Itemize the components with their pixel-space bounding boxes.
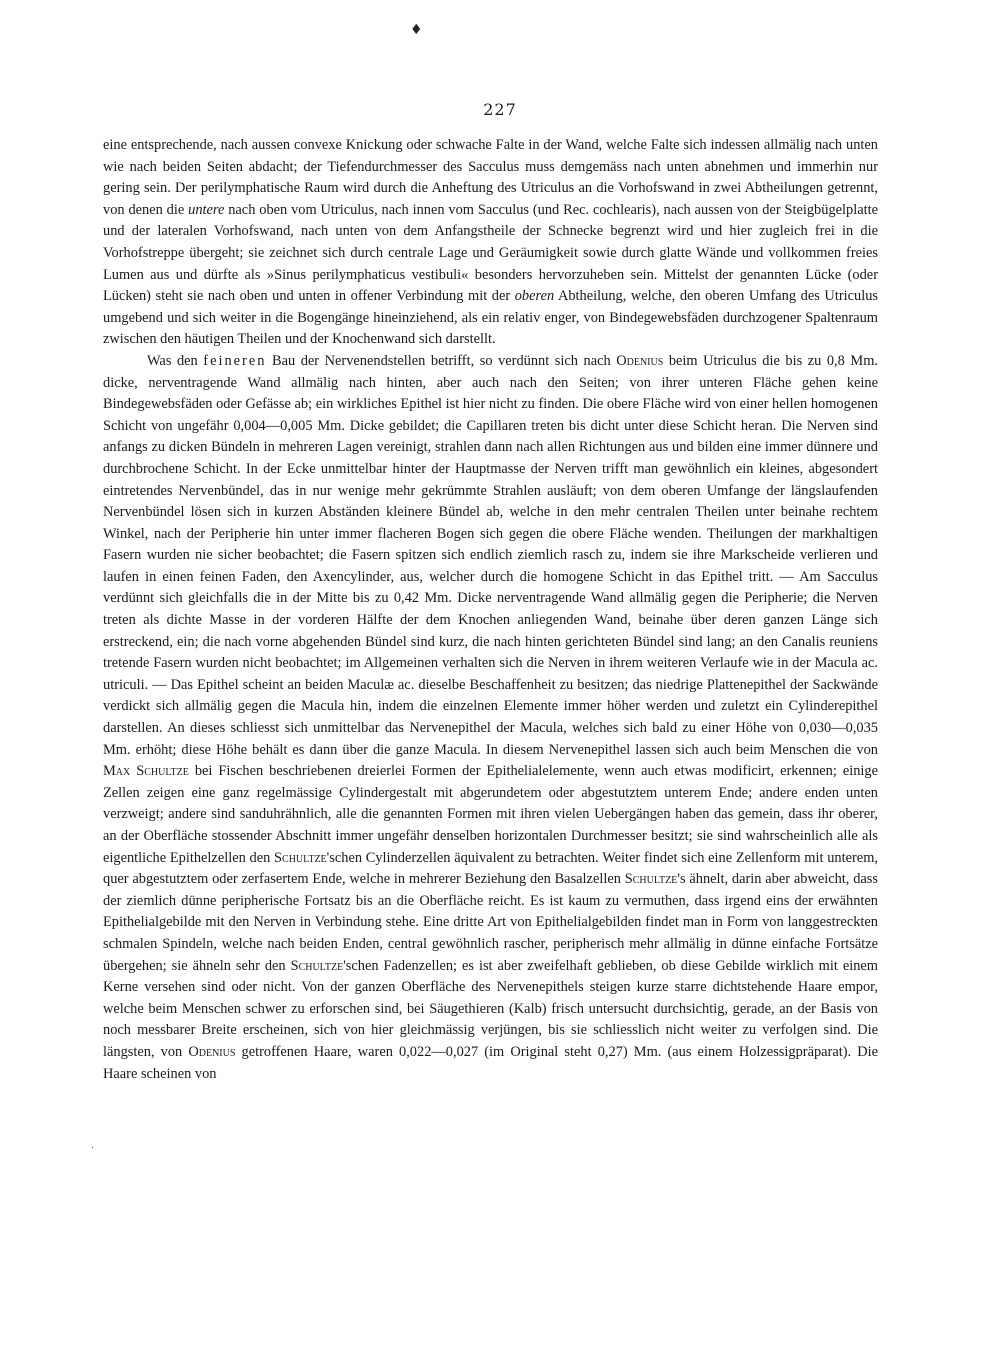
top-ornament-mark: ♦ xyxy=(410,22,423,38)
text-run: 'schen Fadenzellen; es ist aber zweifelhaft geblieben, ob diese Gebilde wirklich mit einem Kerne versehen sind oder nicht. Von der ganzen Oberfläche des Nervenepithels steigen kurze starre dichtstehende Haare empor, welche beim Menschen schwer zu erforschen sind, bei Säugethieren (Kalb) frisch untersucht durchsichtig, gerade, an der Basis von noch messbarer Breite erscheinen, sich von hier gleichmässig verjüngen, bis sie schliesslich nicht weiter zu verfolgen sind. Die längsten, von xyxy=(103,957,878,1060)
text-run: getroffenen Haare, waren 0,022—0,027 (im Original steht 0,27) Mm. (aus einem Holzessigpräparat). Die Haare scheinen von xyxy=(103,1043,878,1082)
text-run-sc: Max Schultze xyxy=(103,763,189,780)
text-run: beim Utriculus die bis zu 0,8 Mm. dicke, nerventragende Wand allmälig nach hinten, aber auch nach den Seiten; von ihrer unteren Fläche gehen keine Bindegewebsfäden oder Gefässe ab; ein wirkliches Epithel ist hier nicht zu finden. Die obere Fläche wird von einer hellen homogenen Schicht von ungefähr 0,004—0,005 Mm. Dicke gebildet; die Capillaren treten bis dicht unter diese Schicht heran. Die Nerven sind anfangs zu dicken Bündeln in mehreren Lagen vereinigt, strahlen dann nach allen Richtungen aus und bilden eine immer dünnere und durchbrochene Schicht. In der Ecke unmittelbar hinter der Hauptmasse der Nerven trifft man gewöhnlich ein kleines, abgesondert eintretendes Nervenbündel, das in nur wenige mehr gekrümmte Strahlen ausläuft; von dem oberen Umfange der längslaufenden Nervenbündel lösen sich in kurzen Abständen kleinere Bündel ab, welche in den mehr centralen Theilen unter beinahe rechtem Winkel, nach der Peripherie hin unter immer flacheren Bogen sich gegen die obere Fläche wenden. Theilungen der markhaltigen Fasern wurden nie sicher beobachtet; die Fasern spitzen sich endlich ziemlich rasch zu, indem sie ihre Markscheide verlieren und laufen in einen feinen Faden, den Axencylinder, aus, welcher durch die homogene Schicht in das Epithel tritt. — Am Sacculus verdünnt sich gleichfalls die in der Mitte bis zu 0,42 Mm. Dicke nerventragende Wand allmälig gegen die Peripherie; die Nerven treten als dichte Masse in der vorderen Hälfte der dem Knochen anliegenden Wand, beinahe über deren ganzen Länge sich erstreckend, ein; die nach vorne abgehenden Bündel sind kurz, die nach hinten gerichteten Bündel sind lang; an den Canalis reuniens tretende Fasern wurden nicht beobachtet; im Allgemeinen verhalten sich die Nerven in ihrem weiteren Verlaufe wie in der Macula ac. utriculi. — Das Epithel scheint an beiden Maculæ ac. dieselbe Beschaffenheit zu besitzen; das niedrige Plattenepithel der Sackwände verdickt sich allmälig gegen die Macula hin, indem die einzelnen Elemente immer höher werden und zuletzt ein Cylinderepithel darstellen. An dieses schliesst sich unmittelbar das Nervenepithel der Macula, welches sich bald zu einer Höhe von 0,030—0,035 Mm. erhöht; diese Höhe behält es dann über die ganze Macula. In diesem Nervenepithel lassen sich auch beim Menschen die von xyxy=(103,352,878,758)
text-run-sc: Schultze xyxy=(274,849,327,866)
text-run-sc: Odenius xyxy=(616,352,664,369)
text-run-sc: Schultze xyxy=(290,957,344,974)
text-run-sc: Schultze xyxy=(624,871,678,888)
text-run: 's ähnelt, darin aber abweicht, dass der ziemlich dünne peripherische Fortsatz bis an die Oberfläche reicht. Es ist kaum zu vermuthen, dass irgend eins der erwähnten Epithelialgebilde mit den Nerven in Verbindung stehe. Eine dritte Art von Epithelialgebilden findet man in Form von langgestreckten schmalen Spindeln, welche nach beiden Enden, central gewöhnlich rascher, peripherisch mehr allmälig in dünne einfache Fortsätze übergehen; sie ähneln sehr den xyxy=(103,871,878,974)
text-run: eine entsprechende, nach aussen convexe Knickung oder schwache Falte in der Wand, welche Falte sich indessen allmälig nach unten wie nach beiden Seiten abdacht; der Tiefendurchmesser des Sacculus muss demgemäss nach unten abnehmen und immerhin nur gering sein. Der perilymphatische Raum wird durch die Anheftung des Utriculus an die Vorhofswand in zwei Abtheilungen getrennt, von denen die xyxy=(103,137,878,218)
text-run: Bau der Nervenendstellen betrifft, so verdünnt sich nach xyxy=(266,352,617,369)
page-body-text xyxy=(103,135,878,1085)
text-run: Was den xyxy=(147,352,204,369)
paragraph-2 xyxy=(103,351,878,1085)
text-run-sc: Odenius xyxy=(188,1043,236,1060)
text-run-ital: oberen xyxy=(514,288,555,305)
text-run: 'schen Cylinderzellen äquivalent zu betrachten. Weiter findet sich eine Zellenform mit unterem, quer abgestutztem oder zerfasertem Ende, welche in mehrerer Beziehung den Basalzellen xyxy=(103,849,878,888)
text-run-ital: untere xyxy=(188,201,225,218)
margin-dot: · xyxy=(91,1143,95,1154)
text-run-spaced: feineren xyxy=(203,352,267,369)
paragraph-1 xyxy=(103,135,878,351)
page-number: 227 xyxy=(483,100,517,119)
text-run: bei Fischen beschriebenen dreierlei Formen der Epithelialelemente, wenn auch etwas modificirt, erkennen; einige Zellen zeigen eine ganz regelmässige Cylindergestalt mit abgerundetem oder abgestutztem unterem Ende; andere enden unten verzweigt; andere sind sanduhrähnlich, alle die genannten Formen mit ihren vielen Uebergängen haben das gemein, dass ihr oberer, an der Oberfläche stossender Abschnitt immer ungefähr denselben horizontalen Durchmesser besitzt; sie sind wahrscheinlich alle als eigentliche Epithelzellen den xyxy=(103,763,878,866)
text-run: Abtheilung, welche, den oberen Umfang des Utriculus umgebend und sich weiter in die Bogengänge hineinziehend, als ein relativ enger, von Bindegewebsfäden durchzogener Spaltenraum zwischen den häutigen Theilen und der Knochenwand sich darstellt. xyxy=(103,288,878,348)
text-run: nach oben vom Utriculus, nach innen vom Sacculus (und Rec. cochlearis), nach aussen von der Steigbügelplatte und der lateralen Vorhofswand, nach unten von dem Anfangstheile der Schnecke begrenzt wird und hier zugleich frei in die Vorhofstreppe übergeht; sie zeichnet sich durch centrale Lage und Geräumigkeit sowie durch glatte Wände und vollkommen freies Lumen aus und dürfte als »Sinus perilymphaticus vestibuli« besonders hervorzuheben sein. Mittelst der genannten Lücke (oder Lücken) steht sie nach oben und unten in offener Verbindung mit der xyxy=(103,201,878,305)
